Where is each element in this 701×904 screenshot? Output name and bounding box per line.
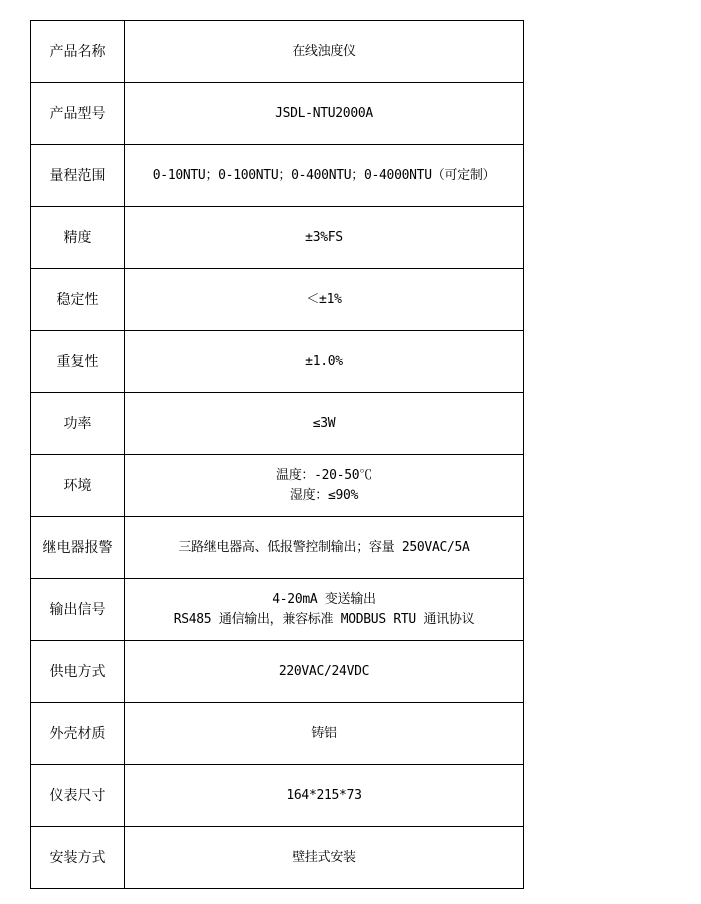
row-value-output-signal <box>125 579 524 641</box>
spec-table <box>30 20 524 889</box>
row-label-housing-material: 外壳材质 <box>31 703 125 765</box>
row-label-measuring-range: 量程范围 <box>31 145 125 207</box>
row-label-installation: 安装方式 <box>31 827 125 889</box>
table-row <box>31 145 524 207</box>
row-value-repeatability <box>125 331 524 393</box>
row-value-relay-alarm <box>125 517 524 579</box>
row-value-measuring-range <box>125 145 524 207</box>
table-row <box>31 331 524 393</box>
row-value-dimensions <box>125 765 524 827</box>
table-row <box>31 455 524 517</box>
table-row <box>31 641 524 703</box>
value-line-analog: 4-20mA 变送输出 <box>272 591 376 607</box>
row-value-power-supply <box>125 641 524 703</box>
table-row <box>31 517 524 579</box>
row-label-power-supply: 供电方式 <box>31 641 125 703</box>
row-label-product-model: 产品型号 <box>31 83 125 145</box>
table-row <box>31 83 524 145</box>
row-value-product-model <box>125 83 524 145</box>
row-label-stability: 稳定性 <box>31 269 125 331</box>
row-value-environment <box>125 455 524 517</box>
row-label-dimensions: 仪表尺寸 <box>31 765 125 827</box>
row-value-product-name <box>125 21 524 83</box>
value-line: ＜±1% <box>306 291 342 307</box>
row-value-housing-material <box>125 703 524 765</box>
row-label-output-signal: 输出信号 <box>31 579 125 641</box>
value-line: 220VAC/24VDC <box>278 663 370 679</box>
value-line: 壁挂式安装 <box>292 849 356 865</box>
row-label-product-name: 产品名称 <box>31 21 125 83</box>
row-label-accuracy: 精度 <box>31 207 125 269</box>
value-line: 在线浊度仪 <box>292 43 356 59</box>
row-label-relay-alarm: 继电器报警 <box>31 517 125 579</box>
table-row <box>31 579 524 641</box>
value-line: ±1.0% <box>305 353 343 369</box>
table-row <box>31 393 524 455</box>
row-value-power <box>125 393 524 455</box>
row-label-repeatability: 重复性 <box>31 331 125 393</box>
value-line: ±3%FS <box>305 229 343 245</box>
table-row <box>31 269 524 331</box>
value-line: 164*215*73 <box>286 787 362 803</box>
row-label-power: 功率 <box>31 393 125 455</box>
value-line-rs485: RS485 通信输出，兼容标准 MODBUS RTU 通讯协议 <box>173 611 475 627</box>
value-line: 0-10NTU；0-100NTU；0-400NTU；0-4000NTU（可定制） <box>152 167 496 183</box>
row-value-accuracy <box>125 207 524 269</box>
row-value-stability <box>125 269 524 331</box>
row-label-environment: 环境 <box>31 455 125 517</box>
table-row <box>31 827 524 889</box>
value-line: ≤3W <box>312 415 336 431</box>
table-row <box>31 207 524 269</box>
table-row <box>31 765 524 827</box>
table-row <box>31 703 524 765</box>
value-line-humidity: 湿度：≤90% <box>289 487 359 503</box>
value-line-temperature: 温度：-20-50℃ <box>276 467 372 483</box>
value-line: JSDL-NTU2000A <box>275 105 373 121</box>
table-row <box>31 21 524 83</box>
row-value-installation <box>125 827 524 889</box>
value-line: 三路继电器高、低报警控制输出；容量 250VAC/5A <box>178 539 470 555</box>
value-line: 铸铝 <box>311 725 337 741</box>
